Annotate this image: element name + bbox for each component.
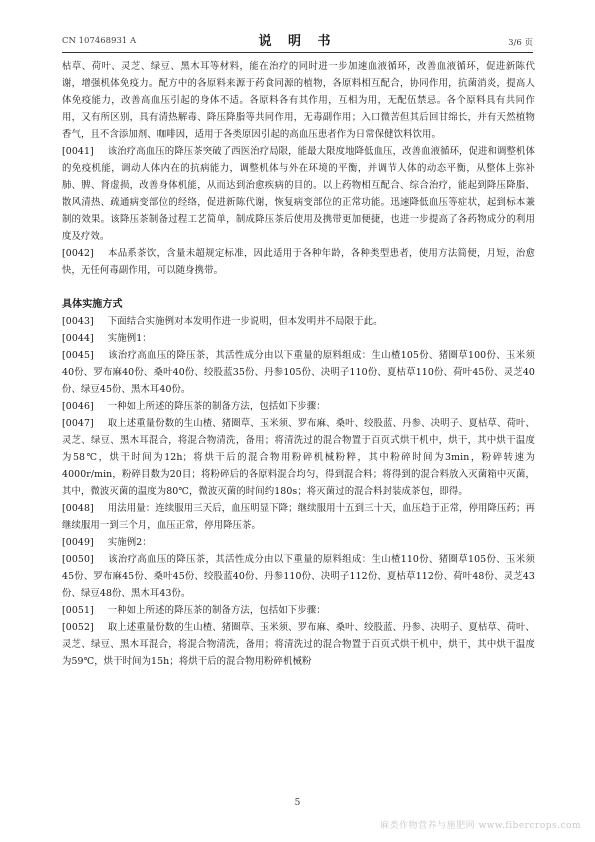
paragraph-0051 (62, 602, 535, 619)
paragraph-text: 一种如上所述的降压茶的制备方法，包括如下步骤： (107, 605, 326, 616)
paragraph-number: [0051] (62, 605, 94, 616)
paragraph-text: 本品系茶饮，含量未超规定标准，因此适用于各种年龄，各种类型患者，使用方法简便，月短，治愈快，无任何毒副作用，可以随身携带。 (62, 248, 535, 276)
paragraph-number: [0044] (62, 333, 94, 344)
header-divider (62, 52, 533, 53)
paragraph-number: [0046] (62, 401, 94, 412)
paragraph-number: [0045] (62, 350, 94, 361)
paragraph-0046 (62, 398, 535, 415)
document-title: 说 明 书 (258, 34, 337, 49)
paragraph-0041 (62, 143, 535, 245)
page-header (62, 30, 533, 52)
paragraph-text: 实施例2： (107, 537, 152, 548)
section-gap (62, 279, 535, 296)
paragraph-number: [0048] (62, 503, 94, 514)
page-number: 5 (294, 798, 301, 808)
paragraph-0044 (62, 330, 535, 347)
paragraph-0052 (62, 619, 535, 670)
paragraph-text: 一种如上所述的降压茶的制备方法，包括如下步骤： (107, 401, 326, 412)
paragraph-number: [0041] (62, 146, 94, 157)
document-body (62, 58, 535, 670)
paragraph-text: 该治疗高血压的降压茶，其活性成分由以下重量的原料组成：生山楂110份、猪圈草105份、玉米须45份、罗布麻45份、桑叶45份、绞股蓝40份、丹参110份、决明子112份、夏枯草112份、荷叶48份、灵芝43份、绿豆48份、黑木耳43份。 (62, 554, 535, 599)
paragraph-0042 (62, 245, 535, 279)
paragraph-text: 取上述重量份数的生山楂、猪圈草、玉米须、罗布麻、桑叶、绞股蓝、丹参、决明子、夏枯草、荷叶、灵芝、绿豆、黑木耳混合，将混合物清洗，备用；将清洗过的混合物置于百页式烘干机中，烘干，其中烘干温度为58℃，烘干时间为12h；将烘干后的混合物用粉碎机械粉粹，其中粉碎时间为3min，粉碎转速为4000r/min，粉碎目数为20目；将粉碎后的各原料混合均匀，得到混合料；将得到的混合料放入灭菌箱中灭菌，其中，微波灭菌的温度为80℃，微波灭菌的时间约180s；将灭菌过的混合料封装成茶包，即得。 (62, 418, 535, 497)
paragraph-text: 下面结合实施例对本发明作进一步说明，但本发明并不局限于此。 (107, 316, 383, 327)
paragraph-0049 (62, 534, 535, 551)
paragraph-number: [0049] (62, 537, 94, 548)
paragraph-0045 (62, 347, 535, 398)
paragraph-0047 (62, 415, 535, 500)
paragraph-number: [0050] (62, 554, 94, 565)
paragraph-text: 用法用量：连续服用三天后，血压明显下降；继续服用十五到三十天，血压趋于正常，停用降压药；再继续服用一到三个月，血压正常，停用降压茶。 (62, 503, 535, 531)
paragraph-0048 (62, 500, 535, 534)
paragraph-continued: 枯草、荷叶、灵芝、绿豆、黑木耳等材料，能在治疗的同时进一步加速血液循环，改善血液循环，促进新陈代谢，增强机体免疫力。配方中的各原料来源于药食同源的植物，各原料相互配合，协同作用，抗菌消炎，提高人体免疫能力，改善高血压引起的身体不适。各原料各有其作用，互相为用，无配伍禁忌。各个原料具有共同作用，又有所区别，具有清热解毒、降压降脂等共同作用，无毒副作用；入口微苦但其后回甘绵长，并有天然植物香气，且不含添加剂、咖啡因，适用于各类原因引起的高血压患者作为日常保健饮料饮用。 (62, 61, 535, 140)
paragraph-text: 取上述重量份数的生山楂、猪圈草、玉米须、罗布麻、桑叶、绞股蓝、丹参、决明子、夏枯草、荷叶、灵芝、绿豆、黑木耳混合，将混合物清洗，备用；将清洗过的混合物置于百页式烘干机中，烘干，其中烘干温度为59℃，烘干时间为15h；将烘干后的混合物用粉碎机械粉 (62, 622, 535, 667)
paragraph-number: [0047] (62, 418, 94, 429)
document-number: CN 107468931 A (62, 36, 137, 46)
paragraph-0050 (62, 551, 535, 602)
paragraph-number: [0042] (62, 248, 94, 259)
paragraph-text: 该治疗高血压的降压茶，其活性成分由以下重量的原料组成：生山楂105份、猪圈草100份、玉米须40份、罗布麻40份、桑叶40份、绞股蓝35份、丹参105份、决明子110份、夏枯草110份、荷叶45份、灵芝40份、绿豆45份、黑木耳40份。 (62, 350, 535, 395)
watermark: 麻类作物营养与施肥网 www.fibercrops.com (380, 821, 581, 831)
paragraph-text: 实施例1： (107, 333, 152, 344)
section-title: 具体实施方式 (62, 299, 123, 310)
paragraph-number: [0052] (62, 622, 94, 633)
paragraph-0043 (62, 313, 535, 330)
page-info: 3/6 页 (508, 38, 533, 48)
paragraph-text: 该治疗高血压的降压茶突破了西医治疗局限，能最大限度地降低血压，改善血液循环，促进和调整机体的免疫机能，调动人体内在的抗病能力，调整机体与外在环境的平衡，并调节人体的动态平衡，从整体上弥补肺、脾、肾虚损，改善身体机能，从而达到治愈疾病的目的。以上药物相互配合、综合治疗，能起到降压降脂、散风清热、疏通病变部位的经络，促进新陈代谢，恢复病变部位的正常功能。迅速降低血压等症状，起到标本兼制的效果。该降压茶制备过程工艺简单，制成降压茶后使用及携带更加便捷，也进一步提高了各药物成分的利用度及疗效。 (62, 146, 535, 242)
paragraph-number: [0043] (62, 316, 94, 327)
